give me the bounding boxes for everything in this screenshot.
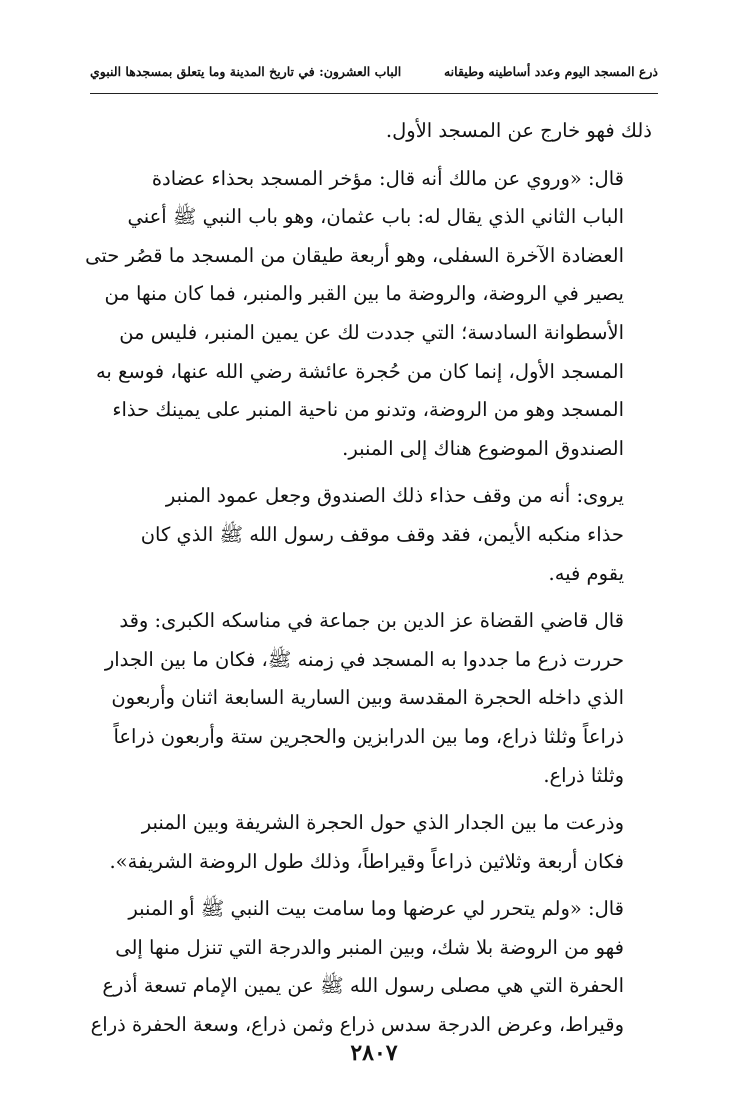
paragraph-4	[96, 804, 652, 881]
text-line: يروى: أنه من وقف حذاء ذلك الصندوق وجعل عمود المنبر	[165, 484, 624, 508]
header-chapter-title: الباب العشرون: في تاريخ المدينة وما يتعلق بمسجدها النبوي	[90, 63, 402, 79]
text-line: وثلثا ذراع.	[543, 763, 624, 787]
header-divider	[90, 93, 658, 94]
text-line: فهو من الروضة بلا شك، وبين المنبر والدرجة التي تنزل منها إلى	[115, 935, 624, 959]
text-line: المسجد الأول، إنما كان من حُجرة عائشة رضي الله عنها، فوسع به	[95, 359, 624, 383]
page-body	[85, 112, 652, 1054]
text-line: قال: «وروي عن مالك أنه قال: مؤخر المسجد بحذاء عضادة	[151, 166, 624, 190]
text-line: الأسطوانة السادسة؛ التي جددت لك عن يمين المنبر، فليس من	[119, 320, 624, 344]
text-line: وذرعت ما بين الجدار الذي حول الحجرة الشريفة وبين المنبر	[141, 811, 624, 835]
text-line: وقيراط، وعرض الدرجة سدس ذراع وثمن ذراع، وسعة الحفرة ذراع	[90, 1013, 624, 1037]
text-line: العضادة الآخرة السفلى، وهو أربعة طيقان من المسجد ما قصُر حتى	[85, 243, 624, 267]
paragraph-2	[96, 477, 652, 593]
text-line: يقوم فيه.	[548, 561, 624, 585]
paragraph-0	[96, 112, 652, 151]
text-line: يصير في الروضة، والروضة ما بين القبر والمنبر، فما كان منها من	[104, 282, 624, 306]
text-line: ذراعاً وثلثا ذراع، وما بين الدرابزين والحجرين ستة وأربعون ذراعاً	[113, 724, 624, 748]
text-line: الباب الثاني الذي يقال له: باب عثمان، وهو باب النبي ﷺ أعني	[127, 205, 624, 229]
text-line: الحفرة التي هي مصلى رسول الله ﷺ عن يمين الإمام تسعة أذرع	[102, 974, 624, 998]
header-section-title: ذرع المسجد اليوم وعدد أساطينه وطيقانه	[443, 63, 658, 79]
page-number: ٢٨٠٧	[350, 1040, 398, 1066]
text-line: المسجد وهو من الروضة، وتدنو من ناحية المنبر على يمينك حذاء	[112, 398, 624, 422]
text-line: الصندوق الموضوع هناك إلى المنبر.	[342, 436, 624, 460]
text-line: قال: «ولم يتحرر لي عرضها وما سامت بيت النبي ﷺ أو المنبر	[128, 897, 624, 921]
text-line: قال قاضي القضاة عز الدين بن جماعة في مناسكه الكبرى: وقد	[119, 609, 624, 633]
text-line: حررت ذرع ما جددوا به المسجد في زمنه ﷺ، فكان ما بين الجدار	[104, 647, 624, 671]
text-line: فكان أربعة وثلاثين ذراعاً وقيراطاً، وذلك طول الروضة الشريفة».	[109, 849, 624, 873]
text-line: الذي داخله الحجرة المقدسة وبين السارية السابعة اثنان وأربعون	[111, 686, 624, 710]
text-line: حذاء منكبه الأيمن، فقد وقف موقف رسول الله ﷺ الذي كان	[140, 522, 624, 546]
running-header	[90, 58, 658, 84]
paragraph-5	[90, 890, 652, 1044]
text-line: ذلك فهو خارج عن المسجد الأول.	[385, 119, 652, 142]
paragraph-1	[85, 160, 652, 469]
paragraph-3	[96, 602, 652, 795]
